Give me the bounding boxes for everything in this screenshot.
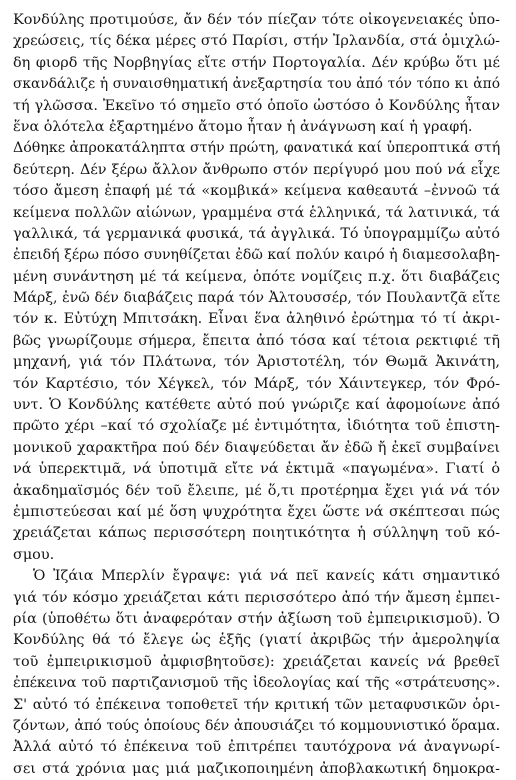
document-page	[13, 10, 500, 780]
text-line: βῶς γνωρίζουμε σήμερα, ἔπειτα ἀπό τόσα καί τέτοια ρεκτιφιέ τῆ	[13, 332, 500, 349]
text-line: χρειάζεται κάπως περισσότερη ποιητικότητα ἡ σύλληψη τοῦ κό-	[13, 525, 500, 542]
text-line: χρεώσεις, τίς δέκα μέρες στό Παρίσι, στήν Ἰρλανδία, στά ὁμιχλώ-	[13, 33, 500, 50]
text-line: γιά τόν κόσμο χρειάζεται κάτι περισσότερο ἀπό τήν ἄμεση ἐμπει-	[13, 589, 500, 606]
text-line: τοῦ ἐμπειρικισμοῦ ἀμφισβητοῦσε): χρειάζεται κανείς νά βρεθεῖ	[13, 653, 500, 670]
text-line: Ἀλλά αὐτό τό ἐπέκεινα τοῦ ἐπιτρέπει ταυτόχρονα νά ἀναγνωρί-	[13, 739, 500, 756]
text-line: δεύτερη. Δέν ξέρω ἄλλον ἄνθρωπο στόν περίγυρό μου πού νά εἶχε	[13, 161, 500, 178]
text-line: μηχανή, γιά τόν Πλάτωνα, τόν Ἀριστοτέλη, τόν Θωμᾶ Ἀκινάτη,	[13, 354, 500, 371]
text-line: τόν κ. Εὐτύχη Μπιτσάκη. Εἶναι ἕνα ἀληθινό ἐρώτημα τό τί ἀκρι-	[13, 311, 500, 328]
text-line: ἐπειδή ξέρω πόσο συνηθίζεται ἐδῶ καί πολύν καιρό ἡ διαμεσολαβη-	[13, 247, 500, 264]
paragraph	[13, 10, 500, 566]
text-line: γαλλικά, τά γερμανικά φυσικά, τά ἀγγλικά. Τό ὑπογραμμίζω αὐτό	[13, 225, 500, 242]
text-line: σμου.	[13, 546, 55, 563]
text-line: ζόντων, ἀπό τούς ὁποίους δέν ἀπουσιάζει τό κομμουνιστικό ὅραμα.	[13, 717, 500, 734]
text-line: τή γλῶσσα. Ἐκεῖνο τό σημεῖο στό ὁποῖο ὡστόσο ὁ Κονδύλης ἦταν	[13, 97, 500, 114]
text-line: τόσο ἄμεση ἐπαφή μέ τά «κομβικά» κείμενα καθεαυτά –ἐννοῶ τά	[13, 183, 500, 200]
text-line: σει στά χρόνια μας μιά μαζικοποιημένη ἀποβλακωτική δημοκρα-	[13, 760, 500, 777]
text-line: μένη συνάντηση μέ τά κείμενα, ὁπότε νομίζεις π.χ. ὅτι διαβάζεις	[13, 268, 500, 285]
text-line: ρία (ὑποθέτω ὅτι ἀναφερόταν στήν ἀξίωση τοῦ ἐμπειρικισμοῦ). Ὁ	[13, 610, 500, 627]
text-line: Σ' αὐτό τό ἐπέκεινα τοποθετεῖ τήν κριτική τῶν μεταφυσικῶν ὁρι-	[13, 696, 500, 713]
text-line: ἀκαδημαϊσμός δέν τοῦ ἔλειπε, μέ ὅ,τι προτέρημα ἔχει γιά νά τόν	[13, 482, 500, 499]
text-line: ἕνα ὁλότελα ἐξαρτημένο ἄτομο ἦταν ἡ ἀνάγνωση καί ἡ γραφή.	[13, 118, 473, 135]
text-line: ἐπέκεινα τοῦ παρτιζανισμοῦ τῆς ἰδεολογίας καί τῆς «στράτευσης».	[13, 675, 500, 692]
text-line: Κονδύλης προτιμούσε, ἄν δέν τόν πίεζαν τότε οἰκογενειακές ὑπο-	[13, 12, 500, 28]
text-line: Ὁ Ἰζάια Μπερλίν ἔγραψε: γιά νά πεῖ κανείς κάτι σημαντικό	[33, 568, 500, 585]
text-line: σκανδάλιζε ἡ συναισθηματική ἀνεξαρτησία του ἀπό τόν τόπο κι ἀπό	[13, 76, 500, 93]
text-line: Κονδύλης θά τό ἔλεγε ὡς ἑξῆς (γιατί ἀκριβῶς τήν ἀμεροληψία	[13, 632, 500, 649]
text-line: Δόθηκε ἀπροκατάληπτα στήν πρώτη, φανατικά καί ὑπεροπτικά στή	[13, 140, 500, 157]
text-line: ἐμπιστεύεσαι καί μέ ὅση ψυχρότητα ἔχει ὥστε νά σκέπτεσαι πώς	[13, 503, 500, 520]
text-line: νά ὑπερεκτιμᾶ, νά ὑποτιμᾶ εἴτε νά ἐκτιμᾶ «παγωμένα». Γιατί ὁ	[13, 461, 500, 478]
text-line: Μάρξ, ἐνῶ δέν διαβάζεις παρά τόν Ἀλτουσσέρ, τόν Πουλαντζᾶ εἴτε	[13, 290, 500, 307]
text-line: μονικοῦ χαρακτῆρα πού δέν διαψεύδεται ἄν ἐδῶ ἤ ἐκεῖ συμβαίνει	[13, 439, 500, 456]
text-line: τόν Καρτέσιο, τόν Χέγκελ, τόν Μάρξ, τόν Χάιντεγκερ, τόν Φρό-	[13, 375, 500, 392]
text-line: δη φιορδ τῆς Νορβηγίας εἴτε στήν Πορτογαλία. Δέν κρύβω ὅτι μέ	[13, 54, 500, 71]
text-line: κείμενα πολλῶν αἰώνων, γραμμένα στά ἑλληνικά, τά λατινικά, τά	[13, 204, 500, 221]
paragraph	[13, 566, 500, 780]
text-line: πρῶτο χέρι –καί τό σχολίαζε μέ ἐντιμότητα, ἰδιότητα τοῦ ἐπιστη-	[13, 418, 500, 435]
text-line: υντ. Ὁ Κονδύλης κατέθετε αὐτό πού γνώριζε καί ἀφομοίωνε ἀπό	[13, 397, 500, 414]
